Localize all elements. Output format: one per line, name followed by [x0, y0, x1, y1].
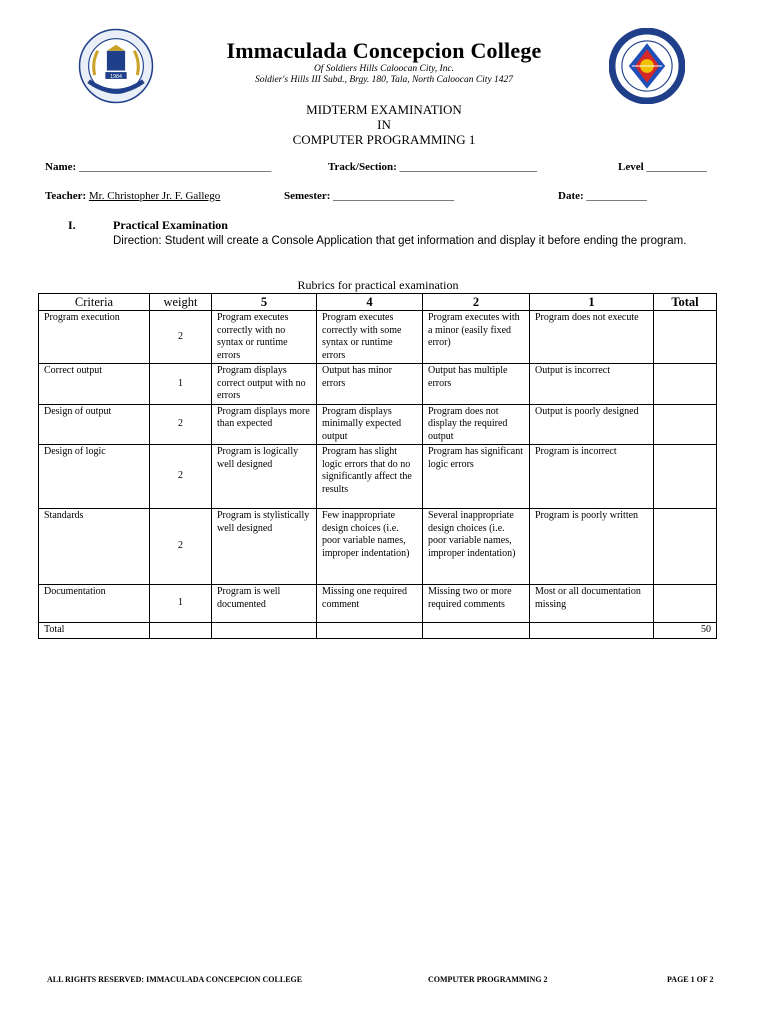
score-4-cell: Missing one required comment	[317, 585, 423, 623]
name-blank: ___________________________________	[78, 161, 272, 173]
empty-cell	[530, 623, 654, 639]
level-label: Level	[618, 161, 644, 173]
section-title: Practical Examination	[113, 218, 228, 232]
header-total: Total	[654, 294, 717, 311]
score-1-cell: Program does not execute	[530, 311, 654, 364]
table-row	[39, 364, 717, 405]
total-row	[39, 623, 717, 639]
address-line-2: Soldier's Hills III Subd., Brgy. 180, Tala, North Caloocan City 1427	[254, 75, 514, 85]
score-4-cell: Few inappropriate design choices (i.e. poor variable names, improper indentation)	[317, 509, 423, 585]
rubric-header-row	[39, 294, 717, 311]
weight-cell: 1	[150, 364, 212, 405]
header-score-4: 4	[317, 294, 423, 311]
score-1-cell: Output is poorly designed	[530, 404, 654, 445]
exam-title-line-1: MIDTERM EXAMINATION	[306, 102, 462, 117]
total-cell[interactable]	[654, 445, 717, 509]
level-blank: ___________	[646, 161, 707, 173]
total-row-value: 50	[654, 623, 717, 639]
total-cell[interactable]	[654, 364, 717, 405]
score-2-cell: Missing two or more required comments	[423, 585, 530, 623]
criteria-cell: Program execution	[39, 311, 150, 364]
score-4-cell: Program executes correctly with some syntax or runtime errors	[317, 311, 423, 364]
date-blank: ___________	[586, 190, 647, 202]
header-criteria: Criteria	[39, 294, 150, 311]
total-row-label: Total	[39, 623, 150, 639]
score-5-cell: Program displays more than expected	[212, 404, 317, 445]
teacher-field	[45, 190, 220, 202]
name-field[interactable]	[45, 161, 271, 173]
table-row	[39, 404, 717, 445]
empty-cell	[212, 623, 317, 639]
header-weight: weight	[150, 294, 212, 311]
score-1-cell: Program is incorrect	[530, 445, 654, 509]
score-5-cell: Program is stylistically well designed	[212, 509, 317, 585]
semester-blank: ______________________	[333, 190, 455, 202]
exam-title-line-2: IN	[377, 117, 391, 132]
footer-course: COMPUTER PROGRAMMING 2	[428, 975, 548, 984]
college-seal-icon	[78, 28, 154, 104]
date-field[interactable]	[558, 190, 647, 202]
score-2-cell: Program executes with a minor (easily fixed error)	[423, 311, 530, 364]
student-info-row	[45, 161, 725, 177]
header-score-1: 1	[530, 294, 654, 311]
address-line-1: Of Soldiers Hills Caloocan City, Inc.	[313, 64, 455, 74]
teacher-info-row	[45, 190, 725, 206]
score-2-cell: Program does not display the required output	[423, 404, 530, 445]
score-1-cell: Most or all documentation missing	[530, 585, 654, 623]
footer-rights: ALL RIGHTS RESERVED: IMMACULADA CONCEPCION COLLEGE	[47, 975, 303, 984]
deped-seal-icon	[609, 28, 685, 104]
score-5-cell: Program is logically well designed	[212, 445, 317, 509]
criteria-cell: Documentation	[39, 585, 150, 623]
svg-text:1984: 1984	[110, 73, 122, 80]
level-field[interactable]	[618, 161, 707, 173]
total-cell[interactable]	[654, 404, 717, 445]
section-number: I.	[68, 218, 76, 232]
weight-cell: 2	[150, 509, 212, 585]
empty-cell	[150, 623, 212, 639]
score-2-cell: Output has multiple errors	[423, 364, 530, 405]
track-section-label: Track/Section:	[328, 161, 397, 173]
total-cell[interactable]	[654, 585, 717, 623]
track-section-blank: _________________________	[399, 161, 538, 173]
header-score-5: 5	[212, 294, 317, 311]
table-row	[39, 445, 717, 509]
teacher-label: Teacher:	[45, 190, 87, 202]
table-row	[39, 585, 717, 623]
header-score-2: 2	[423, 294, 530, 311]
total-cell[interactable]	[654, 509, 717, 585]
score-5-cell: Program is well documented	[212, 585, 317, 623]
empty-cell	[317, 623, 423, 639]
name-label: Name:	[45, 161, 77, 173]
footer-page-number: PAGE 1 OF 2	[667, 975, 714, 984]
date-label: Date:	[558, 190, 584, 202]
criteria-cell: Standards	[39, 509, 150, 585]
weight-cell: 2	[150, 311, 212, 364]
weight-cell: 2	[150, 404, 212, 445]
total-cell[interactable]	[654, 311, 717, 364]
rubric-caption: Rubrics for practical examination	[297, 278, 459, 292]
exam-title-line-3: COMPUTER PROGRAMMING 1	[292, 132, 476, 147]
college-name: Immaculada Concepcion College	[226, 38, 542, 63]
score-4-cell: Program displays minimally expected output	[317, 404, 423, 445]
empty-cell	[423, 623, 530, 639]
score-1-cell: Program is poorly written	[530, 509, 654, 585]
track-section-field[interactable]	[328, 161, 537, 173]
score-2-cell: Several inappropriate design choices (i.e. poor variable names, improper indentation)	[423, 509, 530, 585]
table-row	[39, 311, 717, 364]
teacher-name: Mr. Christopher Jr. F. Gallego	[88, 190, 221, 202]
semester-field[interactable]	[284, 190, 454, 202]
section-direction: Direction: Student will create a Console Application that get information and display it before ending the program.	[113, 235, 687, 247]
rubric-table	[38, 293, 717, 639]
score-4-cell: Output has minor errors	[317, 364, 423, 405]
score-2-cell: Program has significant logic errors	[423, 445, 530, 509]
table-row	[39, 509, 717, 585]
score-1-cell: Output is incorrect	[530, 364, 654, 405]
score-5-cell: Program executes correctly with no syntax or runtime errors	[212, 311, 317, 364]
criteria-cell: Design of logic	[39, 445, 150, 509]
weight-cell: 2	[150, 445, 212, 509]
score-4-cell: Program has slight logic errors that do no significantly affect the results	[317, 445, 423, 509]
criteria-cell: Design of output	[39, 404, 150, 445]
weight-cell: 1	[150, 585, 212, 623]
semester-label: Semester:	[284, 190, 331, 202]
score-5-cell: Program displays correct output with no errors	[212, 364, 317, 405]
criteria-cell: Correct output	[39, 364, 150, 405]
